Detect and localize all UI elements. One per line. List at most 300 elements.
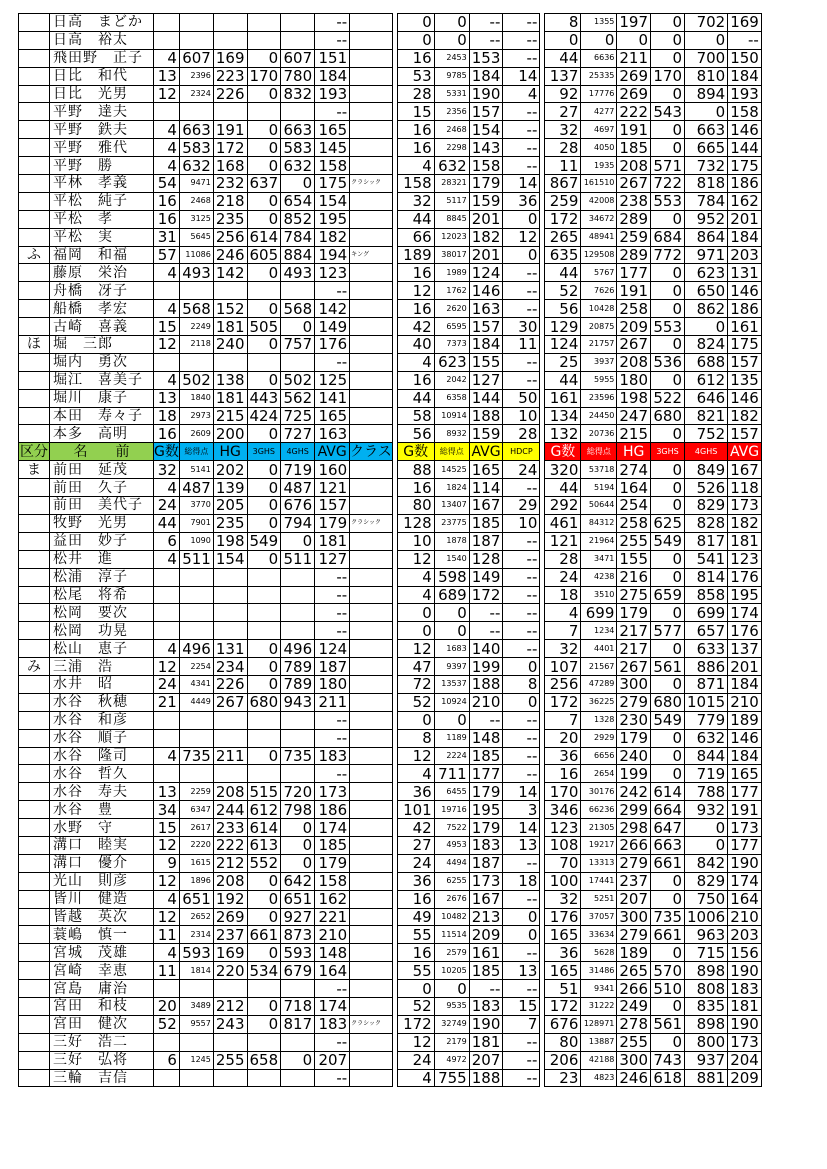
cum-total-cell: 13313	[581, 854, 617, 872]
cum-avg-cell: 135	[728, 371, 762, 389]
table-row	[19, 353, 762, 371]
cum-games-cell: 18	[545, 586, 581, 604]
cum-ghs3-cell: 0	[651, 300, 685, 318]
hdcp-cell: 28	[503, 425, 540, 443]
hg-cell: 198	[213, 532, 247, 550]
total-cell: 502	[179, 371, 213, 389]
hdcp-total-cell: 38017	[434, 246, 469, 264]
hdcp-avg-cell: 185	[469, 514, 503, 532]
table-row	[19, 210, 762, 228]
name-cell: 平松 孝	[50, 210, 154, 228]
hdcp-games-cell: 0	[397, 622, 434, 640]
cum-games-cell: 52	[545, 282, 581, 300]
total-cell	[179, 1033, 213, 1051]
name-cell: 溝口 優介	[50, 854, 154, 872]
cum-games-cell: 100	[545, 872, 581, 890]
hdcp-games-cell: 27	[397, 836, 434, 854]
cum-ghs3-cell: 0	[651, 139, 685, 157]
ghs3-cell: 0	[247, 747, 281, 765]
hdcp-games-cell: 8	[397, 729, 434, 747]
ghs4-cell	[281, 14, 315, 32]
hdcp-games-cell: 28	[397, 85, 434, 103]
avg-cell: --	[315, 586, 350, 604]
cum-games-cell: 172	[545, 210, 581, 228]
cum-hg-cell: 191	[617, 282, 651, 300]
cum-avg-cell: 203	[728, 926, 762, 944]
games-cell: 4	[154, 139, 180, 157]
cum-games-cell: 265	[545, 228, 581, 246]
hdcp-cell: 3	[503, 801, 540, 819]
ghs4-cell	[281, 604, 315, 622]
cum-total-cell: 3937	[581, 353, 617, 371]
table-row	[19, 407, 762, 425]
cum-ghs3-cell: 543	[651, 103, 685, 121]
avg-cell: 183	[315, 1015, 350, 1033]
cum-games-cell: 129	[545, 318, 581, 336]
hdcp-total-cell: 13537	[434, 675, 469, 693]
cum-games-cell: 108	[545, 836, 581, 854]
table-row	[19, 85, 762, 103]
cum-total-cell: 6636	[581, 49, 617, 67]
cum-ghs3-cell: 0	[651, 765, 685, 783]
name-cell: 溝口 睦実	[50, 836, 154, 854]
class-cell	[350, 300, 393, 318]
ghs4-cell: 651	[281, 890, 315, 908]
hdcp-games-cell: 158	[397, 175, 434, 193]
avg-cell: --	[315, 31, 350, 49]
hg-cell: 255	[213, 1051, 247, 1069]
total-cell: 9471	[179, 175, 213, 193]
cum-ghs3-cell: 0	[651, 264, 685, 282]
cum-games-cell: 867	[545, 175, 581, 193]
cum-total-cell: 48941	[581, 228, 617, 246]
games-cell: 57	[154, 246, 180, 264]
kana-cell	[19, 282, 50, 300]
hdcp-total-cell: 13407	[434, 497, 469, 515]
avg-cell: --	[315, 765, 350, 783]
games-cell	[154, 282, 180, 300]
hg-cell	[213, 765, 247, 783]
ghs3-cell: 0	[247, 157, 281, 175]
table-row	[19, 908, 762, 926]
total-cell	[179, 622, 213, 640]
avg-cell: 181	[315, 532, 350, 550]
games-cell: 54	[154, 175, 180, 193]
cum-total-cell: 9341	[581, 980, 617, 998]
ghs3-cell	[247, 1069, 281, 1087]
cum-ghs3-cell: 571	[651, 157, 685, 175]
cum-ghs4-cell: 633	[685, 640, 728, 658]
total-cell: 651	[179, 890, 213, 908]
ghs3-cell: 0	[247, 479, 281, 497]
cum-games-cell: 51	[545, 980, 581, 998]
cum-games-cell: 28	[545, 139, 581, 157]
hdcp-total-cell: 10482	[434, 908, 469, 926]
hdcp-games-cell: 16	[397, 371, 434, 389]
cum-ghs4-cell: 541	[685, 550, 728, 568]
cum-games-cell: 320	[545, 461, 581, 479]
hdcp-total-cell: 0	[434, 604, 469, 622]
hdcp-cell: --	[503, 300, 540, 318]
cum-hg-cell: 266	[617, 980, 651, 998]
hdcp-avg-cell: 190	[469, 1015, 503, 1033]
ghs4-cell: 663	[281, 121, 315, 139]
total-cell: 5645	[179, 228, 213, 246]
cum-games-cell: 121	[545, 532, 581, 550]
name-cell: 舟橋 冴子	[50, 282, 154, 300]
games-cell: 4	[154, 550, 180, 568]
hg-cell: 208	[213, 872, 247, 890]
name-cell: 三好 浩二	[50, 1033, 154, 1051]
class-cell	[350, 1051, 393, 1069]
cum-ghs3-cell: 0	[651, 497, 685, 515]
ghs3-cell: 661	[247, 926, 281, 944]
table-row	[19, 514, 762, 532]
total-cell: 735	[179, 747, 213, 765]
ghs4-cell: 0	[281, 532, 315, 550]
hdcp-cell: 24	[503, 461, 540, 479]
games-cell: 13	[154, 67, 180, 85]
kana-cell	[19, 389, 50, 407]
name-cell: 松尾 将希	[50, 586, 154, 604]
name-cell: 宮島 庸治	[50, 980, 154, 998]
cum-hg-cell: 258	[617, 300, 651, 318]
hg-cell: 226	[213, 85, 247, 103]
hdcp-avg-cell: 188	[469, 1069, 503, 1087]
table-row	[19, 461, 762, 479]
cum-avg-cell: 164	[728, 890, 762, 908]
cum-total-cell: 1328	[581, 711, 617, 729]
ghs3-cell: 515	[247, 783, 281, 801]
hdcp-games-cell: 40	[397, 336, 434, 354]
hg-cell: 232	[213, 175, 247, 193]
class-cell	[350, 783, 393, 801]
games-cell: 4	[154, 371, 180, 389]
cum-games-cell: 137	[545, 67, 581, 85]
hg-cell	[213, 622, 247, 640]
cum-total-cell: 4238	[581, 568, 617, 586]
header-cell: AVG	[728, 443, 762, 461]
ghs4-cell: 832	[281, 85, 315, 103]
class-cell	[350, 908, 393, 926]
cum-ghs4-cell: 752	[685, 425, 728, 443]
ghs4-cell	[281, 568, 315, 586]
header-cell: 名 前	[50, 443, 154, 461]
cum-avg-cell: 158	[728, 103, 762, 121]
avg-cell: 194	[315, 246, 350, 264]
cum-ghs4-cell: 788	[685, 783, 728, 801]
cum-ghs3-cell: 0	[651, 890, 685, 908]
total-cell: 1090	[179, 532, 213, 550]
cum-ghs3-cell: 0	[651, 121, 685, 139]
cum-hg-cell: 230	[617, 711, 651, 729]
hg-cell: 142	[213, 264, 247, 282]
cum-avg-cell: 184	[728, 747, 762, 765]
total-cell	[179, 765, 213, 783]
hdcp-avg-cell: 188	[469, 407, 503, 425]
hdcp-total-cell: 689	[434, 586, 469, 604]
hg-cell: 154	[213, 550, 247, 568]
ghs3-cell: 0	[247, 890, 281, 908]
ghs3-cell	[247, 103, 281, 121]
cum-games-cell: 172	[545, 693, 581, 711]
total-cell: 2973	[179, 407, 213, 425]
table-row	[19, 175, 762, 193]
avg-cell: 182	[315, 228, 350, 246]
hdcp-avg-cell: 165	[469, 461, 503, 479]
header-cell: HDCP	[503, 443, 540, 461]
cum-total-cell: 10428	[581, 300, 617, 318]
hdcp-games-cell: 16	[397, 49, 434, 67]
cum-games-cell: 7	[545, 711, 581, 729]
hdcp-total-cell: 4953	[434, 836, 469, 854]
hdcp-total-cell: 0	[434, 14, 469, 32]
total-cell: 493	[179, 264, 213, 282]
cum-total-cell: 4050	[581, 139, 617, 157]
cum-ghs4-cell: 665	[685, 139, 728, 157]
bowling-stats-table	[18, 13, 762, 1087]
kana-cell	[19, 175, 50, 193]
hg-cell: 244	[213, 801, 247, 819]
kana-cell	[19, 318, 50, 336]
hdcp-cell: --	[503, 353, 540, 371]
cum-total-cell: 31486	[581, 962, 617, 980]
table-row	[19, 103, 762, 121]
cum-ghs3-cell: 549	[651, 532, 685, 550]
cum-games-cell: 256	[545, 675, 581, 693]
hdcp-cell: --	[503, 586, 540, 604]
hg-cell: 211	[213, 747, 247, 765]
table-row	[19, 479, 762, 497]
hdcp-total-cell: 32749	[434, 1015, 469, 1033]
total-cell: 4341	[179, 675, 213, 693]
table-row	[19, 962, 762, 980]
ghs4-cell	[281, 1069, 315, 1087]
avg-cell: 176	[315, 336, 350, 354]
hdcp-avg-cell: 183	[469, 836, 503, 854]
cum-ghs3-cell: 735	[651, 908, 685, 926]
cum-ghs4-cell: 864	[685, 228, 728, 246]
cum-total-cell: 4277	[581, 103, 617, 121]
hdcp-cell: 18	[503, 872, 540, 890]
avg-cell: 158	[315, 157, 350, 175]
hdcp-avg-cell: 157	[469, 103, 503, 121]
ghs4-cell: 679	[281, 962, 315, 980]
ghs4-cell	[281, 282, 315, 300]
kana-cell	[19, 765, 50, 783]
kana-cell	[19, 532, 50, 550]
header-cell: HG	[617, 443, 651, 461]
cum-avg-cell: 186	[728, 175, 762, 193]
name-cell: 宮田 和枝	[50, 997, 154, 1015]
class-cell	[350, 353, 393, 371]
cum-ghs4-cell: 663	[685, 121, 728, 139]
name-cell: 前田 久子	[50, 479, 154, 497]
cum-ghs4-cell: 646	[685, 389, 728, 407]
kana-cell: ふ	[19, 246, 50, 264]
avg-cell: 210	[315, 926, 350, 944]
name-cell: 皆越 英次	[50, 908, 154, 926]
ghs3-cell: 0	[247, 1015, 281, 1033]
table-row	[19, 586, 762, 604]
total-cell: 2468	[179, 192, 213, 210]
ghs4-cell: 727	[281, 425, 315, 443]
table-row	[19, 1069, 762, 1087]
hdcp-total-cell: 9785	[434, 67, 469, 85]
avg-cell: 141	[315, 389, 350, 407]
cum-total-cell: 17776	[581, 85, 617, 103]
cum-avg-cell: 123	[728, 550, 762, 568]
ghs3-cell	[247, 586, 281, 604]
cum-hg-cell: 289	[617, 246, 651, 264]
cum-ghs4-cell: 971	[685, 246, 728, 264]
cum-avg-cell: 165	[728, 765, 762, 783]
hdcp-games-cell: 52	[397, 693, 434, 711]
table-row	[19, 532, 762, 550]
hdcp-games-cell: 16	[397, 121, 434, 139]
total-cell	[179, 711, 213, 729]
avg-cell: 142	[315, 300, 350, 318]
name-cell: 前田 延茂	[50, 461, 154, 479]
hdcp-games-cell: 12	[397, 550, 434, 568]
cum-ghs4-cell: 808	[685, 980, 728, 998]
table-row	[19, 890, 762, 908]
ghs4-cell	[281, 980, 315, 998]
ghs3-cell: 614	[247, 228, 281, 246]
ghs3-cell: 549	[247, 532, 281, 550]
cum-games-cell: 346	[545, 801, 581, 819]
total-cell: 2249	[179, 318, 213, 336]
ghs3-cell: 680	[247, 693, 281, 711]
hdcp-total-cell: 14525	[434, 461, 469, 479]
hdcp-cell: 29	[503, 497, 540, 515]
ghs3-cell: 534	[247, 962, 281, 980]
name-cell: 宮城 茂雄	[50, 944, 154, 962]
cum-games-cell: 27	[545, 103, 581, 121]
ghs4-cell: 0	[281, 836, 315, 854]
hdcp-games-cell: 16	[397, 890, 434, 908]
class-cell	[350, 31, 393, 49]
cum-hg-cell: 246	[617, 1069, 651, 1087]
class-cell	[350, 872, 393, 890]
hdcp-cell: --	[503, 747, 540, 765]
hdcp-cell: 14	[503, 175, 540, 193]
hdcp-games-cell: 42	[397, 318, 434, 336]
cum-avg-cell: 182	[728, 407, 762, 425]
ghs3-cell: 605	[247, 246, 281, 264]
cum-total-cell: 17441	[581, 872, 617, 890]
table-row	[19, 246, 762, 264]
cum-avg-cell: 161	[728, 318, 762, 336]
hg-cell	[213, 282, 247, 300]
cum-ghs4-cell: 952	[685, 210, 728, 228]
ghs4-cell: 493	[281, 264, 315, 282]
cum-ghs3-cell: 680	[651, 693, 685, 711]
games-cell: 12	[154, 872, 180, 890]
hdcp-games-cell: 0	[397, 604, 434, 622]
class-cell	[350, 282, 393, 300]
avg-cell: --	[315, 622, 350, 640]
total-cell: 487	[179, 479, 213, 497]
hdcp-total-cell: 2224	[434, 747, 469, 765]
hdcp-avg-cell: 199	[469, 658, 503, 676]
table-row	[19, 658, 762, 676]
avg-cell: --	[315, 568, 350, 586]
hdcp-avg-cell: 153	[469, 49, 503, 67]
kana-cell	[19, 49, 50, 67]
name-cell: 平林 孝義	[50, 175, 154, 193]
cum-hg-cell: 269	[617, 85, 651, 103]
ghs4-cell: 0	[281, 819, 315, 837]
cum-games-cell: 134	[545, 407, 581, 425]
cum-avg-cell: 146	[728, 729, 762, 747]
hg-cell: 246	[213, 246, 247, 264]
games-cell: 15	[154, 318, 180, 336]
avg-cell: 158	[315, 872, 350, 890]
ghs4-cell	[281, 1033, 315, 1051]
cum-games-cell: 107	[545, 658, 581, 676]
total-cell	[179, 604, 213, 622]
hdcp-total-cell: 1762	[434, 282, 469, 300]
cum-games-cell: 44	[545, 479, 581, 497]
hdcp-total-cell: 632	[434, 157, 469, 175]
hdcp-cell: --	[503, 980, 540, 998]
cum-ghs3-cell: 0	[651, 604, 685, 622]
cum-avg-cell: 191	[728, 801, 762, 819]
table-row	[19, 729, 762, 747]
kana-cell	[19, 300, 50, 318]
class-cell	[350, 14, 393, 32]
hdcp-games-cell: 58	[397, 407, 434, 425]
class-cell: クラシック	[350, 1015, 393, 1033]
cum-ghs3-cell: 614	[651, 783, 685, 801]
class-cell: キング	[350, 246, 393, 264]
games-cell: 13	[154, 783, 180, 801]
kana-cell	[19, 711, 50, 729]
header-cell: HG	[213, 443, 247, 461]
cum-hg-cell: 278	[617, 1015, 651, 1033]
cum-games-cell: 32	[545, 640, 581, 658]
hg-cell: 215	[213, 407, 247, 425]
ghs3-cell: 0	[247, 121, 281, 139]
cum-hg-cell: 300	[617, 675, 651, 693]
table-row	[19, 640, 762, 658]
hdcp-cell: --	[503, 854, 540, 872]
games-cell: 18	[154, 407, 180, 425]
avg-cell: 185	[315, 836, 350, 854]
total-cell	[179, 353, 213, 371]
cum-avg-cell: 190	[728, 854, 762, 872]
header-cell: 4GHS	[281, 443, 315, 461]
cum-games-cell: 165	[545, 926, 581, 944]
avg-cell: --	[315, 711, 350, 729]
cum-ghs3-cell: 0	[651, 479, 685, 497]
class-cell	[350, 926, 393, 944]
table-row	[19, 121, 762, 139]
hdcp-cell: --	[503, 622, 540, 640]
cum-ghs3-cell: 722	[651, 175, 685, 193]
name-cell: 水谷 隆司	[50, 747, 154, 765]
name-cell: 平野 鉄夫	[50, 121, 154, 139]
games-cell: 12	[154, 908, 180, 926]
hdcp-total-cell: 5117	[434, 192, 469, 210]
ghs4-cell: 496	[281, 640, 315, 658]
ghs3-cell	[247, 1033, 281, 1051]
cum-hg-cell: 300	[617, 1051, 651, 1069]
hg-cell: 168	[213, 157, 247, 175]
cum-ghs4-cell: 700	[685, 49, 728, 67]
class-cell	[350, 729, 393, 747]
